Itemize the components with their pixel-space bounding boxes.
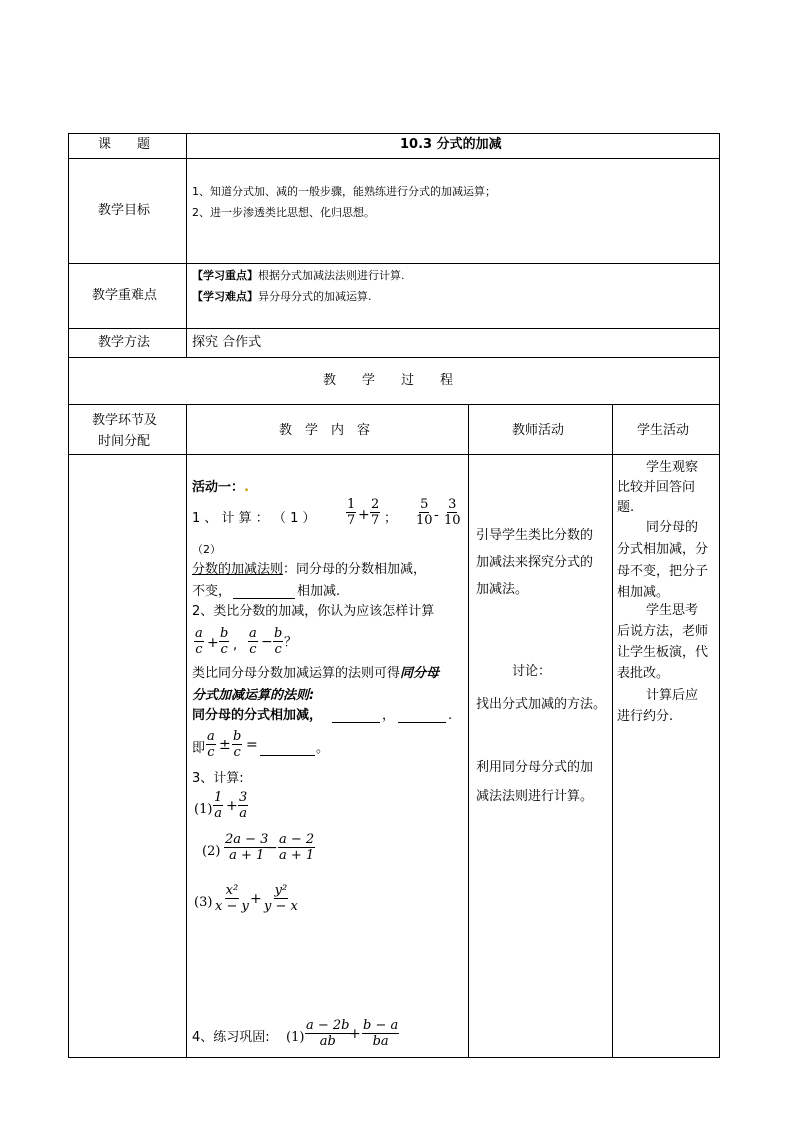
student-line: 母不变，把分子 <box>617 564 709 579</box>
goal-line-2: 2、进一步渗透类比思想、化归思想。 <box>192 206 375 219</box>
question-4: 4、练习巩固: <box>192 1030 270 1045</box>
goal-line-1: 1、知道分式加、减的一般步骤，能熟练进行分式的加减运算； <box>192 185 496 198</box>
header-teacher: 教师活动 <box>512 423 565 438</box>
analogy-text: 类比同分母分数加减运算的法则可得 <box>192 666 401 681</box>
fraction-1-a: $\frac{1}{a}$ <box>214 790 223 821</box>
goals-label: 教学目标 <box>98 203 151 218</box>
teacher-discuss: 讨论： <box>512 664 552 679</box>
fraction-b-a: $\frac{b - a}{ba}$ <box>363 1018 399 1049</box>
period: 。 <box>316 741 330 756</box>
row-divider <box>68 454 720 455</box>
rule-text: ：同分母的分数相加减， <box>283 562 427 577</box>
fraction-y2: $\frac{\text{y²}}{y - x}$ <box>264 883 298 914</box>
student-line: 进行约分. <box>617 709 674 724</box>
col-divider <box>186 133 187 358</box>
key-point-text: 根据分式加减法法则进行计算. <box>258 269 405 282</box>
answer-blank[interactable] <box>332 708 380 723</box>
fraction-1-7: $\frac{1}{7}$ <box>347 497 356 528</box>
fraction-a-2b: $\frac{a - 2b}{ab}$ <box>306 1018 350 1049</box>
fraction-5-10: $\frac{5}{10}$ <box>416 497 433 528</box>
fraction-3-a: $\frac{3}{a}$ <box>239 790 248 821</box>
expr-3-label: (3) <box>194 895 213 910</box>
rule-text-3: 相加减. <box>297 584 341 599</box>
key-point <box>192 268 405 284</box>
minus-sign: - <box>434 507 439 523</box>
question-2: 2、类比分数的加减，你认为应该怎样计算 <box>192 604 435 619</box>
student-line: 比较并回答问 <box>617 480 696 495</box>
student-line: 后说方法，老师 <box>617 624 709 639</box>
analogy-line <box>192 666 439 682</box>
col-divider <box>612 404 613 1058</box>
plus-sign: + <box>250 891 262 907</box>
analogy-line-2 <box>192 688 314 704</box>
teacher-line-3: 加减法。 <box>476 582 529 597</box>
comma: ， <box>382 708 396 723</box>
header-stage-1: 教学环节及 <box>92 413 158 428</box>
student-line: 计算后应 <box>646 688 699 703</box>
activity-label: 活动一： <box>192 480 245 495</box>
student-line: 分式相加减，分 <box>617 542 709 557</box>
analogy-bold-2: 分式加减运算的法则 <box>192 688 310 703</box>
calc-num-2: （2） <box>192 543 221 556</box>
topic-label: 课 题 <box>98 137 151 152</box>
table-border-top <box>68 133 720 134</box>
row-divider <box>68 404 720 405</box>
fraction-b-c: $\frac{b}{c}$ <box>233 729 242 760</box>
expr-4-label: (1) <box>286 1030 305 1045</box>
plus-sign: + <box>358 507 370 523</box>
header-stage-2: 时间分配 <box>98 434 151 449</box>
key-point-tag: 【学习重点】 <box>192 269 258 282</box>
plus-sign: + <box>207 635 219 651</box>
col-divider <box>468 404 469 1058</box>
method-value: 探究 合作式 <box>192 335 262 350</box>
rule-line <box>192 562 426 578</box>
fraction-3-10: $\frac{3}{10}$ <box>444 497 461 528</box>
teacher-line-1: 引导学生类比分数的 <box>476 528 594 543</box>
answer-blank[interactable] <box>260 741 315 756</box>
fraction-b-c: $\frac{b}{c}$ <box>220 626 229 657</box>
row-divider <box>68 263 720 264</box>
rule-label: 分数的加减法则 <box>192 562 284 577</box>
method-label: 教学方法 <box>98 335 151 350</box>
fraction-a-c: $\frac{a}{c}$ <box>195 626 203 657</box>
comma: , <box>233 638 238 653</box>
fraction-a-2: $\frac{a - 2}{a + 1}$ <box>279 832 315 863</box>
same-denom-rule: 同分母的分式相加减， <box>192 708 323 723</box>
minus-sign: − <box>266 840 278 856</box>
calc-label: 1 、 计 算 ： （ 1 ） <box>192 511 316 526</box>
table-border-left <box>68 133 69 1058</box>
row-divider <box>68 357 720 358</box>
difficulty-text: 异分母分式的加减运算. <box>258 290 372 303</box>
plus-minus-sign: ± <box>219 737 231 753</box>
fraction-x2: $\frac{\text{x²}}{x - y}$ <box>215 883 249 914</box>
fraction-b-c: $\frac{b}{c}$ <box>274 626 283 657</box>
activity-title <box>192 480 249 496</box>
student-line: 相加减。 <box>617 585 670 600</box>
analogy-colon: : <box>309 688 315 703</box>
header-student: 学生活动 <box>637 423 690 438</box>
question-mark: ？ <box>284 635 298 650</box>
fraction-2a-3: $\frac{2a - 3}{a + 1}$ <box>225 832 269 863</box>
minus-sign: − <box>261 634 273 650</box>
student-line: 学生思考 <box>646 603 699 618</box>
row-divider <box>68 158 720 159</box>
student-line: 同分母的 <box>646 520 699 535</box>
activity-dot: . <box>244 480 249 495</box>
col-divider <box>186 404 187 1058</box>
header-content: 教 学 内 容 <box>279 423 371 438</box>
expr-2-label: (2) <box>202 844 221 859</box>
fraction-2-7: $\frac{2}{7}$ <box>371 497 380 528</box>
analogy-bold: 同分母 <box>400 666 440 681</box>
key-label: 教学重难点 <box>92 288 158 303</box>
student-line: 让学生板演，代 <box>617 645 709 660</box>
equals-sign: = <box>246 737 258 753</box>
difficulty <box>192 289 372 305</box>
rule-text-2: 不变， <box>192 584 232 599</box>
row-divider <box>68 328 720 329</box>
difficulty-tag: 【学习难点】 <box>192 290 258 303</box>
expr-1-label: (1) <box>194 802 213 817</box>
student-line: 表批改。 <box>617 666 670 681</box>
student-line: 题. <box>617 500 635 515</box>
fraction-a-c: $\frac{a}{c}$ <box>249 626 257 657</box>
question-3: 3、计算: <box>192 771 244 786</box>
rule-line-2 <box>192 584 231 600</box>
semicolon: ； <box>384 511 398 526</box>
plus-sign: + <box>349 1026 361 1042</box>
teacher-line-5: 减法法则进行计算。 <box>476 789 594 804</box>
plus-sign: + <box>226 798 238 814</box>
period: . <box>448 708 453 723</box>
fraction-a-c: $\frac{a}{c}$ <box>207 729 215 760</box>
topic-value: 10.3 分式的加减 <box>400 137 502 152</box>
teacher-line-4: 利用同分母分式的加 <box>476 760 594 775</box>
table-border-right <box>719 133 720 1058</box>
ie-label: 即 <box>192 741 206 756</box>
answer-blank[interactable] <box>233 584 295 599</box>
teacher-line-2: 加减法来探究分式的 <box>476 555 594 570</box>
student-line: 学生观察 <box>646 460 699 475</box>
process-title: 教 学 过 程 <box>323 373 454 388</box>
teacher-method: 找出分式加减的方法。 <box>476 697 607 712</box>
table-border-bottom <box>68 1057 720 1058</box>
answer-blank[interactable] <box>398 708 446 723</box>
